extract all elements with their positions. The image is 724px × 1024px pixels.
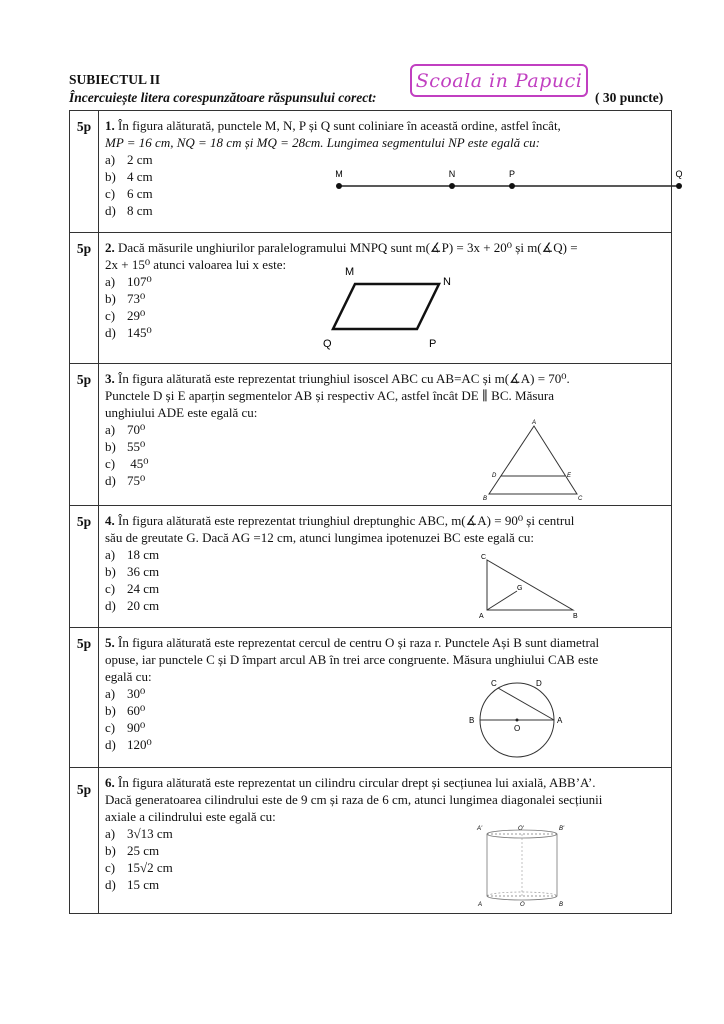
question-body bbox=[99, 768, 672, 914]
point-label: M bbox=[335, 169, 343, 179]
question-text: Dacă generatoarea cilindrului este de 9 cm și raza de 6 cm, atunci lungimea diagonalei secțiunii bbox=[105, 792, 603, 807]
instruction-text: Încercuiește litera corespunzătoare răspunsului corect: bbox=[69, 90, 377, 105]
answer-option[interactable]: c) 90⁰ bbox=[105, 720, 146, 735]
question-number: 3. bbox=[105, 371, 115, 386]
question-text: MP = 16 cm, NQ = 18 cm și MQ = 28cm. Lungimea segmentului NP este egală cu: bbox=[105, 135, 540, 150]
question-row-4 bbox=[70, 506, 672, 628]
point-label: B bbox=[469, 716, 475, 725]
answer-option[interactable]: c) 15√2 cm bbox=[105, 860, 173, 875]
point-label: B bbox=[559, 902, 564, 908]
vertex-label: G bbox=[517, 585, 523, 592]
question-row-5 bbox=[70, 628, 672, 768]
answer-options bbox=[99, 825, 671, 893]
question-text: În figura alăturată este reprezentat cercul de centru O și raza r. Punctele Ași B sunt diametral bbox=[118, 635, 600, 650]
parallelogram-figure bbox=[319, 263, 469, 361]
answer-option[interactable]: a) 30⁰ bbox=[105, 686, 146, 701]
isosceles-triangle-figure bbox=[477, 416, 587, 502]
total-points: ( 30 puncte) bbox=[595, 90, 664, 105]
point-label: A bbox=[557, 716, 563, 725]
question-row-6 bbox=[70, 768, 672, 914]
question-row-1 bbox=[70, 111, 672, 233]
answer-option[interactable]: a) 70⁰ bbox=[105, 422, 146, 437]
vertex-label: C bbox=[578, 496, 583, 502]
answer-option[interactable]: b) 25 cm bbox=[105, 843, 160, 858]
point-label: O bbox=[520, 902, 525, 908]
answer-option[interactable]: b) 36 cm bbox=[105, 564, 160, 579]
section-title: SUBIECTUL II bbox=[69, 72, 161, 87]
answer-option[interactable]: c) 29⁰ bbox=[105, 308, 146, 323]
question-points: 5p bbox=[76, 782, 92, 797]
answer-option[interactable]: b) 60⁰ bbox=[105, 703, 146, 718]
question-text: Punctele D și E aparțin segmentelor AB și respectiv AC, astfel încât DE ∥ BC. Măsura bbox=[105, 388, 554, 403]
answer-options bbox=[99, 685, 671, 753]
question-text: În figura alăturată este reprezentat un cilindru circular drept și secțiunea lui axială, ABB’A’. bbox=[118, 775, 596, 790]
question-text: său de greutate G. Dacă AG =12 cm, atunci lungimea ipotenuzei BC este egală cu: bbox=[105, 530, 534, 545]
question-text: Dacă măsurile unghiurilor paralelogramului MNPQ sunt m(∡P) = 3x + 20⁰ și m(∡Q) = bbox=[118, 240, 578, 255]
vertex-label: B bbox=[483, 496, 488, 502]
questions-table bbox=[69, 110, 683, 914]
question-body bbox=[99, 364, 672, 506]
question-points: 5p bbox=[76, 372, 92, 387]
question-text: În figura alăturată este reprezentat triunghiul dreptunghic ABC, m(∡A) = 90⁰ și centrul bbox=[118, 513, 575, 528]
question-number: 6. bbox=[105, 775, 115, 790]
vertex-label: B bbox=[573, 613, 578, 620]
answer-option[interactable]: d) 8 cm bbox=[105, 203, 153, 218]
answer-option[interactable]: b) 4 cm bbox=[105, 169, 153, 184]
point-label: O bbox=[514, 724, 521, 733]
answer-option[interactable]: b) 73⁰ bbox=[105, 291, 146, 306]
brand-logo bbox=[410, 64, 588, 97]
answer-option[interactable]: a) 3√13 cm bbox=[105, 826, 173, 841]
question-points: 5p bbox=[76, 119, 92, 134]
right-triangle-figure bbox=[475, 552, 585, 622]
question-number: 4. bbox=[105, 513, 115, 528]
vertex-label: M bbox=[345, 266, 355, 278]
answer-options bbox=[99, 546, 671, 614]
answer-option[interactable]: d) 75⁰ bbox=[105, 473, 146, 488]
cylinder-figure bbox=[475, 822, 575, 910]
question-points: 5p bbox=[76, 514, 92, 529]
vertex-label: Q bbox=[323, 338, 332, 350]
question-body bbox=[99, 506, 672, 628]
vertex-label: C bbox=[481, 554, 487, 561]
question-number: 2. bbox=[105, 240, 115, 255]
vertex-label: A bbox=[532, 420, 537, 426]
question-text: axiale a cilindrului este egală cu: bbox=[105, 809, 276, 824]
answer-option[interactable]: a) 18 cm bbox=[105, 547, 160, 562]
vertex-label: P bbox=[429, 338, 437, 350]
point-label: C bbox=[491, 679, 497, 688]
question-points: 5p bbox=[76, 241, 92, 256]
answer-option[interactable]: d) 120⁰ bbox=[105, 737, 152, 752]
vertex-label: D bbox=[492, 473, 497, 479]
answer-option[interactable]: d) 20 cm bbox=[105, 598, 160, 613]
question-text: opuse, iar punctele C și D împart arcul AB în trei arce congruente. Măsura unghiului CAB este bbox=[105, 652, 599, 667]
question-body bbox=[99, 233, 672, 364]
question-number: 1. bbox=[105, 118, 115, 133]
point-label: Q bbox=[675, 169, 683, 179]
answer-option[interactable]: c) 24 cm bbox=[105, 581, 160, 596]
vertex-label: E bbox=[567, 473, 572, 479]
question-text: În figura alăturată, punctele M, N, P și Q sunt coliniare în această ordine, astfel încât, bbox=[118, 118, 561, 133]
answer-option[interactable]: a) 2 cm bbox=[105, 152, 153, 167]
question-number: 5. bbox=[105, 635, 115, 650]
answer-option[interactable]: b) 55⁰ bbox=[105, 439, 146, 454]
circle-figure bbox=[465, 676, 575, 764]
question-text: egală cu: bbox=[105, 669, 152, 684]
point-label: N bbox=[448, 169, 456, 179]
question-text: unghiului ADE este egală cu: bbox=[105, 405, 258, 420]
point-label: P bbox=[508, 169, 516, 179]
answer-option[interactable]: a) 107⁰ bbox=[105, 274, 152, 289]
vertex-label: N bbox=[443, 276, 451, 288]
point-label: B' bbox=[559, 826, 565, 832]
point-label: A bbox=[478, 902, 483, 908]
question-text: 2x + 15⁰ atunci valoarea lui x este: bbox=[105, 257, 287, 272]
logo-text: Scoala in Papuci bbox=[415, 69, 583, 92]
point-label: A' bbox=[477, 826, 483, 832]
collinear-points-figure bbox=[329, 169, 689, 199]
question-text: În figura alăturată este reprezentat triunghiul isoscel ABC cu AB=AC și m(∡A) = 70⁰. bbox=[118, 371, 570, 386]
question-body bbox=[99, 111, 683, 233]
point-label: D bbox=[536, 679, 542, 688]
answer-option[interactable]: d) 145⁰ bbox=[105, 325, 152, 340]
point-label: O' bbox=[518, 826, 524, 832]
answer-option[interactable]: d) 15 cm bbox=[105, 877, 160, 892]
question-points: 5p bbox=[76, 636, 92, 651]
answer-option[interactable]: c) 6 cm bbox=[105, 186, 153, 201]
vertex-label: A bbox=[479, 613, 484, 620]
answer-option[interactable]: c) 45⁰ bbox=[105, 456, 149, 471]
question-body bbox=[99, 628, 672, 768]
question-row-3 bbox=[70, 364, 672, 506]
question-row-2 bbox=[70, 233, 672, 364]
